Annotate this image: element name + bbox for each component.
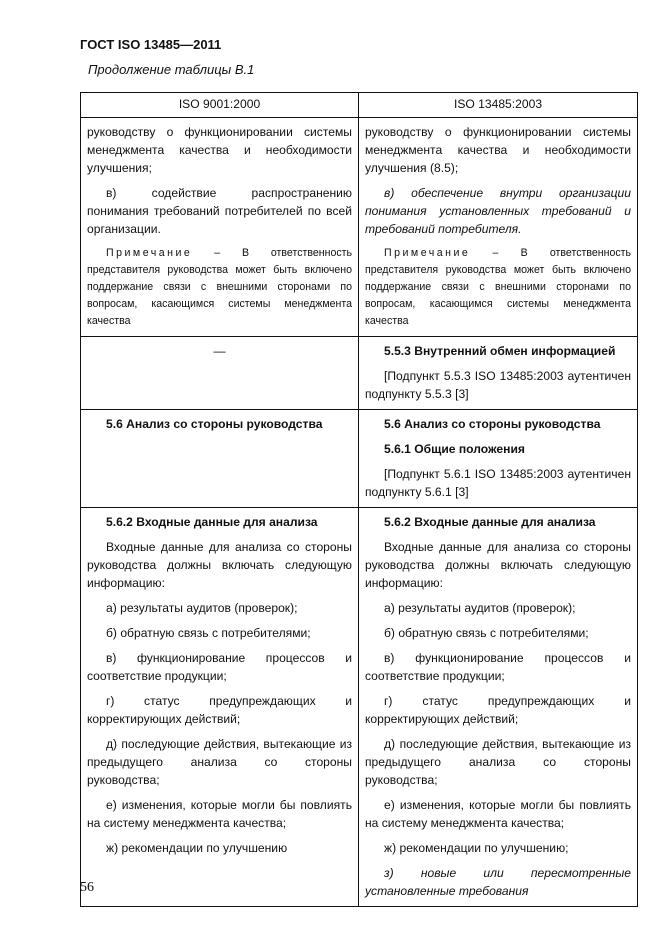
- list-item: б) обратную связь с потребителями;: [384, 626, 589, 640]
- note-text: – В ответственность представителя руководства может быть включено поддержание связи с внешними сторонами по вопросам, касающимся системы менеджмента качества: [87, 247, 352, 327]
- list-item: а) результаты аудитов (проверок);: [106, 601, 298, 615]
- cell-iso13485: [359, 508, 638, 907]
- cell-iso13485: [359, 410, 638, 508]
- table-row: [81, 118, 638, 337]
- list-item: в) функционирование процессов и соответствие продукции;: [87, 651, 352, 683]
- cell-iso9001: [81, 410, 359, 508]
- paragraph: Входные данные для анализа со стороны руководства должны включать следующую информацию:: [87, 540, 352, 590]
- section-heading: 5.5.3 Внутренний обмен информацией: [384, 344, 616, 358]
- dash-placeholder: —: [213, 344, 226, 358]
- document-id: ГОСТ ISO 13485—2011: [80, 37, 222, 52]
- list-item: д) последующие действия, вытекающие из предыдущего анализа со стороны руководства;: [87, 737, 352, 787]
- note-label: Примечание: [384, 247, 471, 259]
- section-heading: 5.6 Анализ со стороны руководства: [106, 417, 323, 431]
- cell-iso13485: [359, 337, 638, 410]
- table-header-row: [81, 93, 638, 118]
- list-item: а) результаты аудитов (проверок);: [384, 601, 576, 615]
- list-item: г) статус предупреждающих и корректирующих действий;: [365, 694, 631, 726]
- table-caption: Продолжение таблицы В.1: [88, 62, 255, 77]
- column-header-iso9001: ISO 9001:2000: [81, 93, 359, 118]
- paragraph: в) содействие распространению понимания требований потребителей по всей организации.: [87, 186, 352, 236]
- cell-iso13485: [359, 118, 638, 337]
- table-row: [81, 508, 638, 907]
- list-item: е) изменения, которые могли бы повлиять на систему менеджмента качества;: [87, 798, 352, 830]
- paragraph: в) обеспечение внутри организации понимания установленных требований и требований потребителя.: [365, 186, 631, 236]
- paragraph: руководству о функционировании системы менеджмента качества и необходимости улучшения;: [87, 125, 352, 175]
- note: [87, 245, 352, 330]
- list-item: г) статус предупреждающих и корректирующих действий;: [87, 694, 352, 726]
- list-item: з) новые или пересмотренные установленные требования: [365, 866, 631, 898]
- comparison-table: [80, 92, 638, 907]
- column-header-iso13485: ISO 13485:2003: [359, 93, 638, 118]
- list-item: ж) рекомендации по улучшению;: [384, 841, 569, 855]
- list-item: б) обратную связь с потребителями;: [106, 626, 311, 640]
- page-number: 56: [80, 880, 94, 895]
- paragraph: руководству о функционировании системы менеджмента качества и необходимости улучшения (8.5);: [365, 125, 631, 175]
- cell-iso9001: [81, 118, 359, 337]
- paragraph: [Подпункт 5.6.1 ISO 13485:2003 аутентичен подпункту 5.6.1 [3]: [365, 467, 631, 499]
- note: [365, 245, 631, 330]
- note-label: Примечание: [106, 247, 193, 259]
- note-text: – В ответственность представителя руководства может быть включено поддержание связи с внешними сторонами по вопросам, касающимся системы менеджмента качества: [365, 247, 631, 327]
- subsection-heading: 5.6.1 Общие положения: [384, 442, 525, 456]
- section-heading: 5.6.2 Входные данные для анализа: [384, 515, 596, 529]
- section-heading: 5.6 Анализ со стороны руководства: [384, 417, 601, 431]
- table-row: [81, 337, 638, 410]
- paragraph: [Подпункт 5.5.3 ISO 13485:2003 аутентичен подпункту 5.5.3 [3]: [365, 369, 631, 401]
- list-item: е) изменения, которые могли бы повлиять на систему менеджмента качества;: [365, 798, 631, 830]
- cell-iso9001: [81, 508, 359, 907]
- cell-iso9001: [81, 337, 359, 410]
- paragraph: Входные данные для анализа со стороны руководства должны включать следующую информацию:: [365, 540, 631, 590]
- list-item: в) функционирование процессов и соответствие продукции;: [365, 651, 631, 683]
- list-item: ж) рекомендации по улучшению: [106, 841, 288, 855]
- table-row: [81, 410, 638, 508]
- list-item: д) последующие действия, вытекающие из предыдущего анализа со стороны руководства;: [365, 737, 631, 787]
- section-heading: 5.6.2 Входные данные для анализа: [106, 515, 318, 529]
